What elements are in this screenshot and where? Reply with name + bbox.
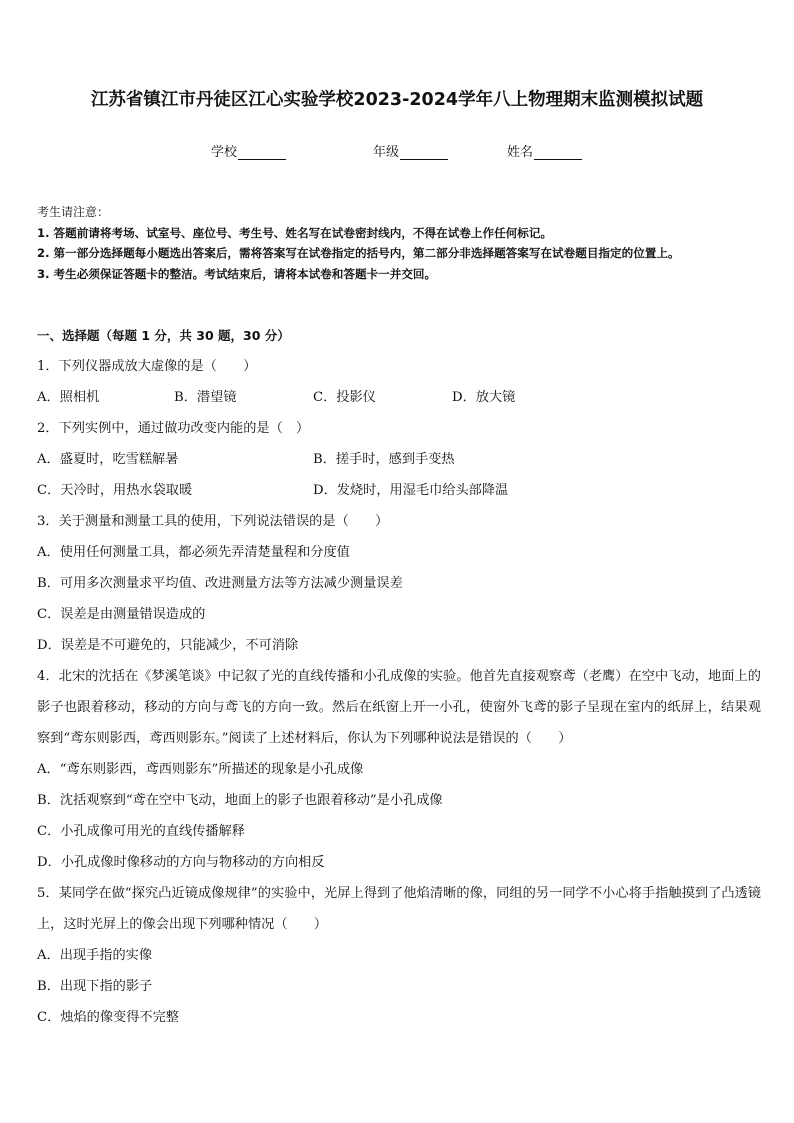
name-label: 姓名 bbox=[507, 145, 534, 160]
school-blank bbox=[238, 146, 286, 160]
q4-option-d: D．小孔成像时像移动的方向与物移动的方向相反 bbox=[37, 855, 325, 870]
exam-content bbox=[37, 325, 761, 1033]
q5-option-b: B．出现下指的影子 bbox=[37, 979, 153, 994]
q3-option-c: C．误差是由测量错误造成的 bbox=[37, 607, 206, 622]
question-5-stem: 5．某同学在做“探究凸近镜成像规律”的实验中，光屏上得到了他焰清晰的像，同组的另一同学不小心将手指触摸到了凸透镜上，这时光屏上的像会出现下列哪种情况（ ） bbox=[37, 886, 761, 932]
name-field bbox=[507, 141, 582, 160]
grade-field bbox=[373, 141, 448, 160]
question-3-stem: 3．关于测量和测量工具的使用，下列说法错误的是（ ） bbox=[37, 514, 389, 529]
q4-option-c: C．小孔成像可用光的直线传播解释 bbox=[37, 824, 245, 839]
question-4-stem: 4．北宋的沈括在《梦溪笔谈》中记叙了光的直线传播和小孔成像的实验。他首先直接观察鸢（老鹰）在空中飞动，地面上的影子也跟着移动，移动的方向与鸢飞的方向一致。然后在纸窗上开一小孔，使窗外飞鸢的影子呈现在室内的纸屏上，结果观察到“鸢东则影西，鸢西则影东。”阅读了上述材料后，你认为下列哪种说法是错误的（ ） bbox=[37, 669, 761, 746]
notice-item-1: 1. 答题前请将考场、试室号、座位号、考生号、姓名写在试卷密封线内，不得在试卷上作任何标记。 bbox=[37, 225, 553, 240]
q5-option-a: A．出现手指的实像 bbox=[37, 948, 153, 963]
q3-option-d: D．误差是不可避免的，只能减少，不可消除 bbox=[37, 638, 299, 653]
student-info-row bbox=[0, 141, 794, 161]
question-1-options bbox=[37, 382, 761, 413]
question-1-stem: 1．下列仪器成放大虚像的是（ ） bbox=[37, 359, 257, 374]
q2-option-c: C．天冷时，用热水袋取暖 bbox=[37, 483, 193, 498]
notice-item-2: 2. 第一部分选择题每小题选出答案后，需将答案写在试卷指定的括号内，第二部分非选择题答案写在试卷题目指定的位置上。 bbox=[37, 246, 680, 260]
question-2-options-row2 bbox=[37, 475, 761, 506]
q3-option-a: A．使用任何测量工具，都必须先弄清楚量程和分度值 bbox=[37, 545, 350, 560]
q1-option-a: A．照相机 bbox=[37, 390, 100, 405]
question-2-options-row1 bbox=[37, 444, 761, 475]
q5-option-c: C．烛焰的像变得不完整 bbox=[37, 1010, 179, 1025]
q2-option-b: B．搓手时，感到手变热 bbox=[313, 452, 455, 467]
school-label: 学校 bbox=[211, 145, 238, 160]
question-2-stem: 2．下列实例中，通过做功改变内能的是（ ） bbox=[37, 421, 310, 436]
section-heading: 一、选择题（每题 1 分，共 30 题，30 分） bbox=[37, 328, 290, 343]
school-field bbox=[211, 141, 286, 160]
q3-option-b: B．可用多次测量求平均值、改进测量方法等方法减少测量误差 bbox=[37, 576, 403, 591]
q2-option-d: D．发烧时，用湿毛巾给头部降温 bbox=[313, 483, 509, 498]
q2-option-a: A．盛夏时，吃雪糕解暑 bbox=[37, 452, 179, 467]
exam-title: 江苏省镇江市丹徒区江心实验学校2023-2024学年八上物理期末监测模拟试题 bbox=[90, 90, 704, 110]
notice-heading: 考生请注意： bbox=[37, 205, 110, 219]
notice-item-3: 3. 考生必须保证答题卡的整洁。考试结束后，请将本试卷和答题卡一并交回。 bbox=[37, 266, 437, 281]
q1-option-d: D．放大镜 bbox=[452, 390, 516, 405]
exam-notice bbox=[37, 202, 759, 284]
name-blank bbox=[534, 146, 582, 160]
q4-option-a: A．“鸢东则影西，鸢西则影东”所描述的现象是小孔成像 bbox=[37, 762, 364, 777]
q4-option-b: B．沈括观察到“鸢在空中飞动，地面上的影子也跟着移动”是小孔成像 bbox=[37, 793, 443, 808]
q1-option-c: C．投影仪 bbox=[313, 390, 376, 405]
grade-blank bbox=[400, 146, 448, 160]
q1-option-b: B．潜望镜 bbox=[174, 390, 237, 405]
grade-label: 年级 bbox=[373, 145, 400, 160]
